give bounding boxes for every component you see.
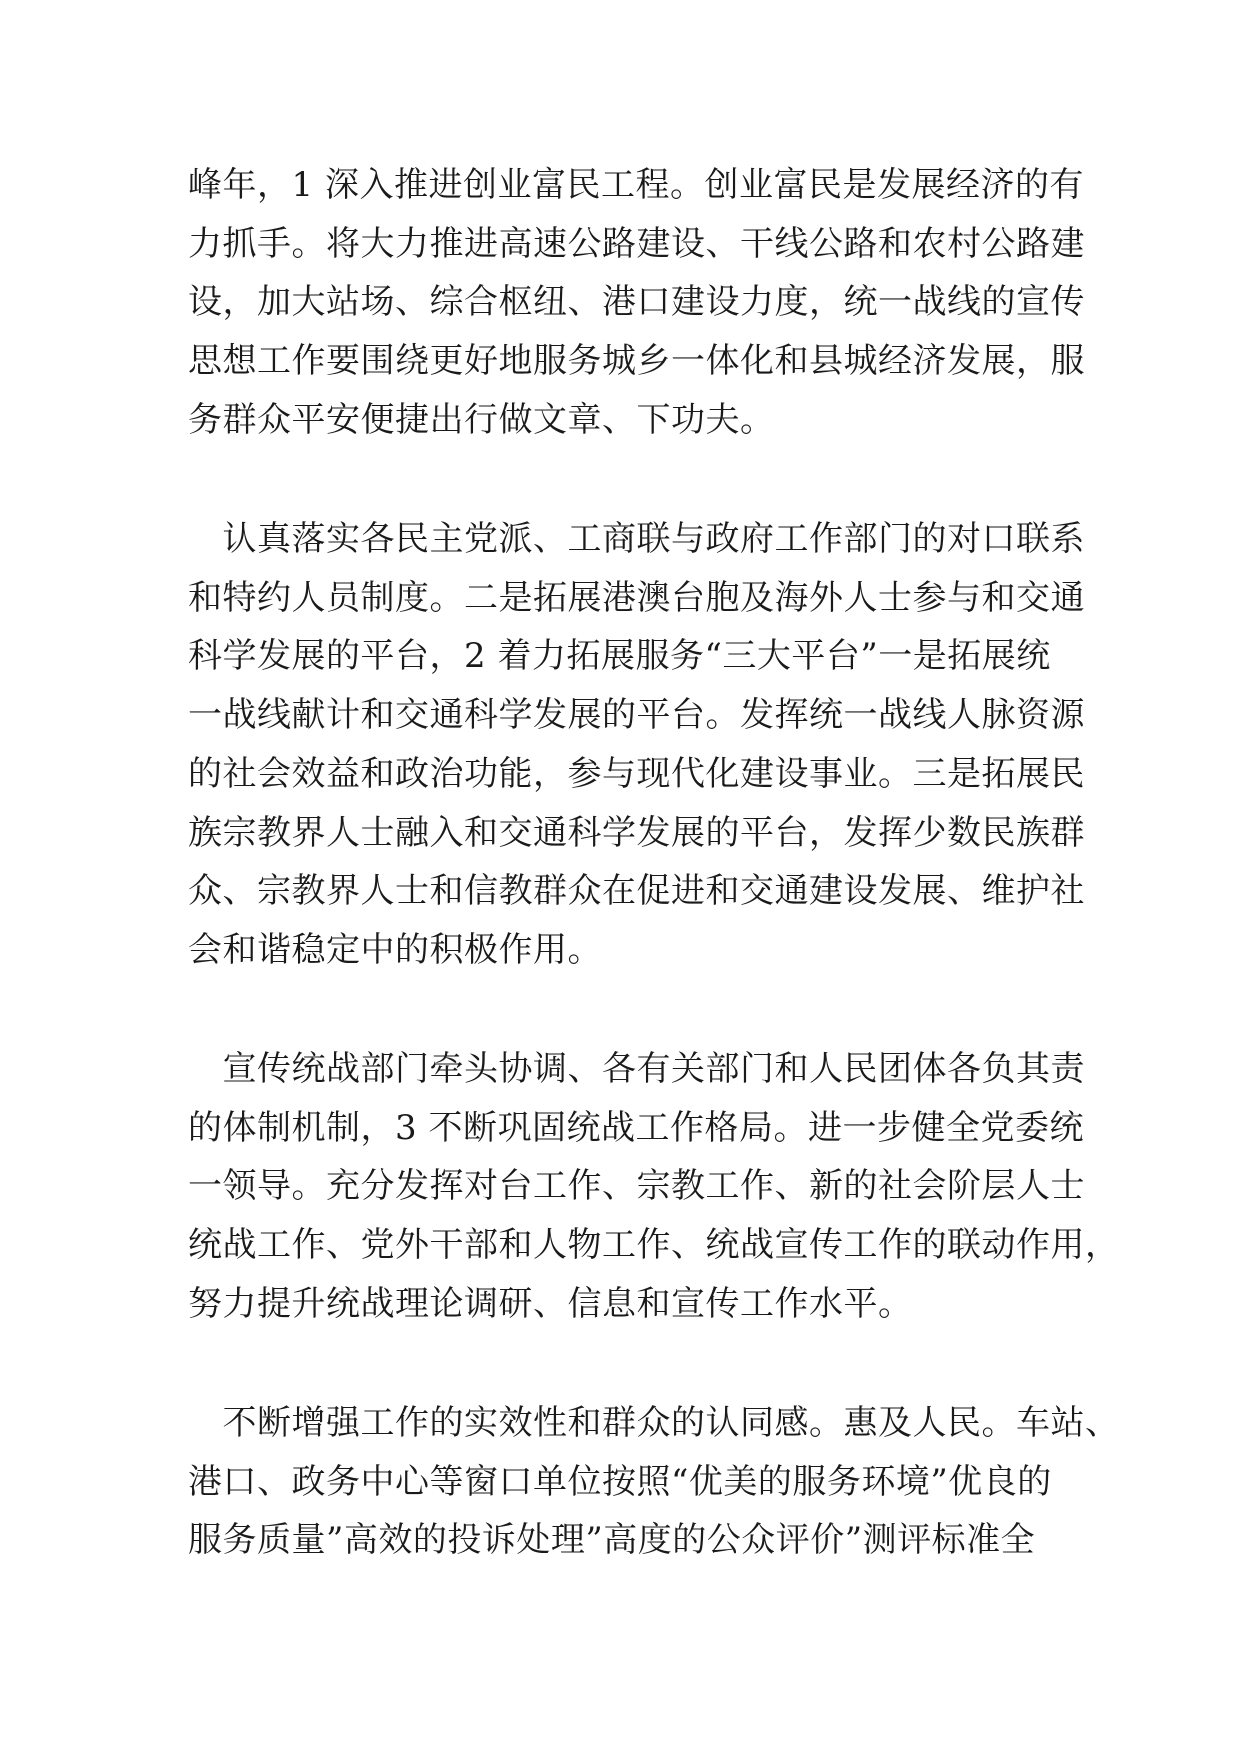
paragraph-3 bbox=[188, 1040, 1120, 1334]
text-line: 设，加大站场、综合枢纽、港口建设力度，统一战线的宣传 bbox=[188, 282, 1085, 323]
text-line: 服务质量”高效的投诉处理”高度的公众评价”测评标准全 bbox=[188, 1520, 1036, 1561]
text-line: 峰年，1 深入推进创业富民工程。创业富民是发展经济的有 bbox=[188, 165, 1084, 205]
text-line: 宣传统战部门牵头协调、各有关部门和人民团体各负其责 bbox=[188, 1049, 1085, 1089]
text-line: 务群众平安便捷出行做文章、下功夫。 bbox=[188, 399, 775, 440]
text-line: 一领导。充分发挥对台工作、宗教工作、新的社会阶层人士 bbox=[188, 1166, 1085, 1207]
text-line: 的体制机制，3 不断巩固统战工作格局。进一步健全党委统 bbox=[188, 1107, 1084, 1148]
text-line: 思想工作要围绕更好地服务城乡一体化和县城经济发展，服 bbox=[188, 341, 1085, 382]
paragraph-4 bbox=[188, 1394, 1120, 1570]
text-line: 众、宗教界人士和信教群众在促进和交通建设发展、维护社 bbox=[188, 871, 1085, 912]
text-line: 会和谐稳定中的积极作用。 bbox=[188, 929, 602, 970]
text-line: 族宗教界人士融入和交通科学发展的平台，发挥少数民族群 bbox=[188, 812, 1085, 853]
text-line: 力抓手。将大力推进高速公路建设、干线公路和农村公路建 bbox=[188, 223, 1085, 264]
text-line: 和特约人员制度。二是拓展港澳台胞及海外人士参与和交通 bbox=[188, 577, 1085, 618]
text-line: 统战工作、党外干部和人物工作、统战宣传工作的联动作用， bbox=[188, 1225, 1120, 1266]
text-line: 港口、政务中心等窗口单位按照“优美的服务环境”优良的 bbox=[188, 1461, 1052, 1502]
text-line: 的社会效益和政治功能，参与现代化建设事业。三是拓展民 bbox=[188, 753, 1085, 794]
text-line: 努力提升统战理论调研、信息和宣传工作水平。 bbox=[188, 1283, 913, 1324]
text-line: 科学发展的平台，2 着力拓展服务“三大平台”一是拓展统 bbox=[188, 636, 1051, 677]
text-line: 一战线献计和交通科学发展的平台。发挥统一战线人脉资源 bbox=[188, 695, 1085, 736]
paragraph-1 bbox=[188, 156, 1085, 450]
text-line: 认真落实各民主党派、工商联与政府工作部门的对口联系 bbox=[188, 519, 1085, 559]
paragraph-2 bbox=[188, 510, 1085, 980]
text-line: 不断增强工作的实效性和群众的认同感。惠及人民。车站、 bbox=[188, 1403, 1120, 1443]
